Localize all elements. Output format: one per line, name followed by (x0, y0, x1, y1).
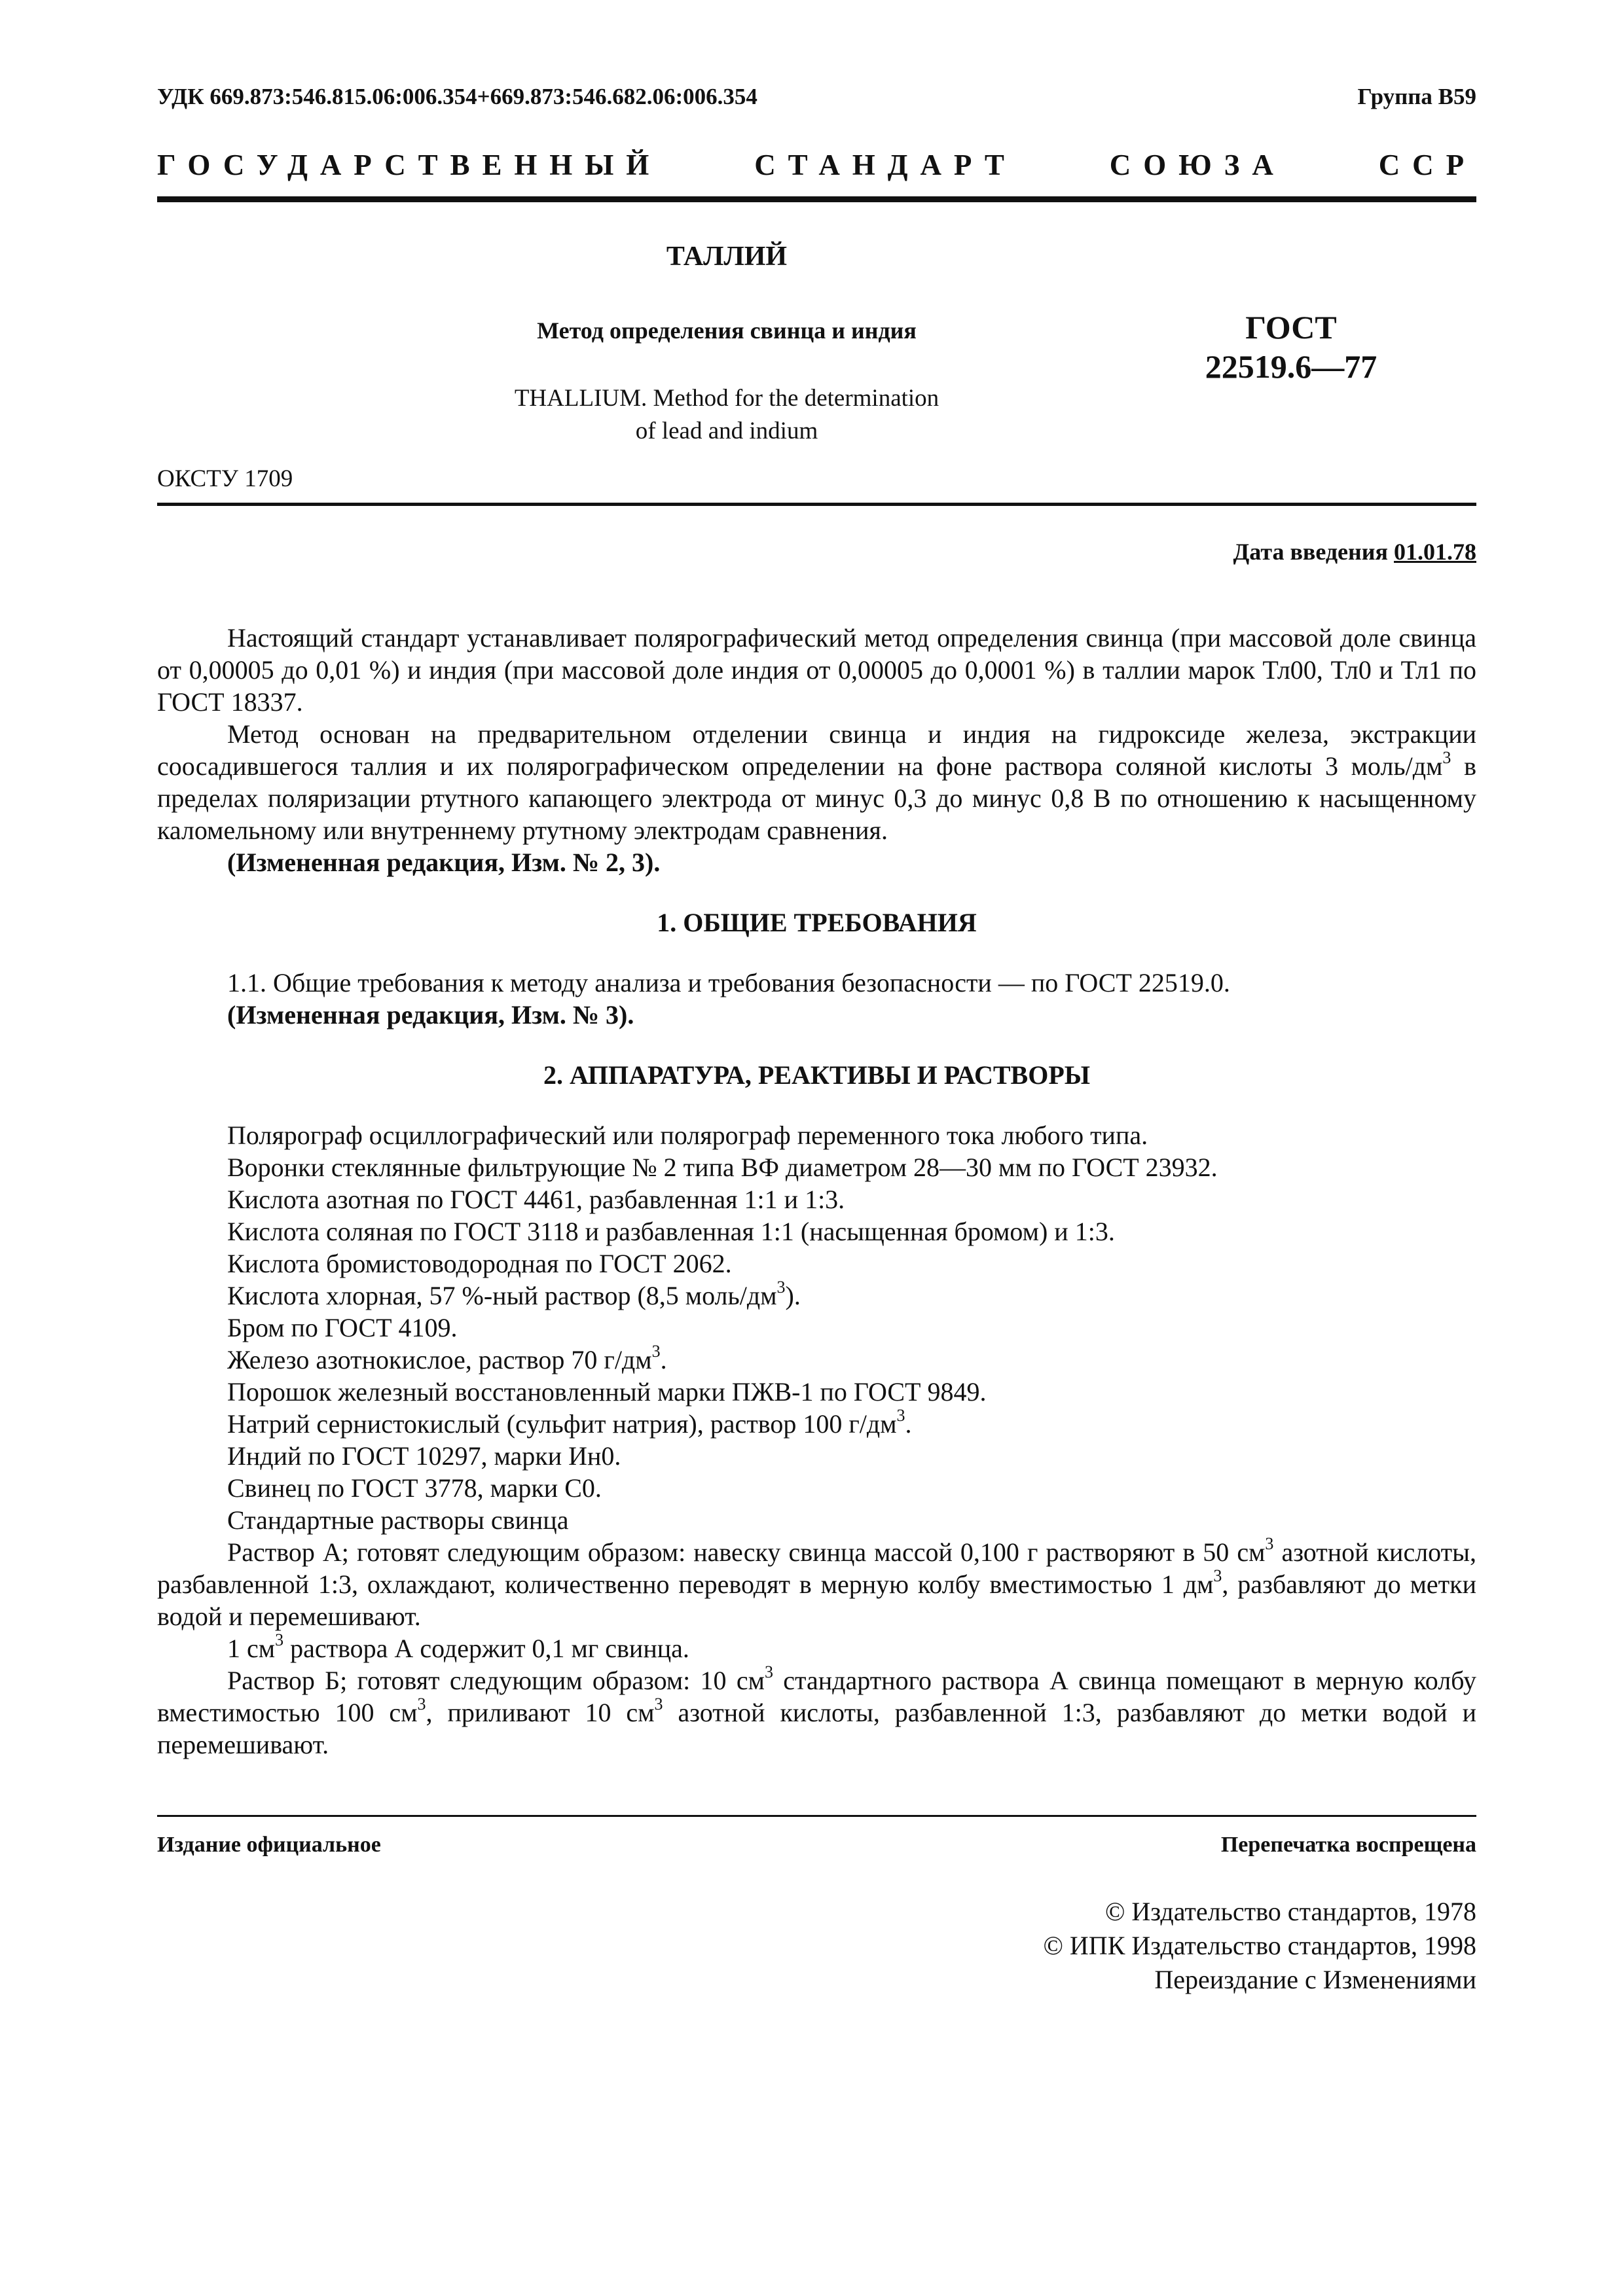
gost-designation (1193, 308, 1389, 386)
reissue-note: Переиздание с Изменениями (1154, 1965, 1476, 1994)
divider-mid (157, 503, 1476, 506)
clause-paragraph: 1.1. Общие требования к методу анализа и требования безопасности — по ГОСТ 22519.0. (227, 968, 1230, 997)
english-title-line: THALLIUM. Method for the determination (514, 385, 939, 412)
date-value: 01.01.78 (1394, 539, 1476, 565)
group-code: Группа В59 (1357, 84, 1476, 109)
title-block (157, 229, 1296, 448)
udk-code: УДК 669.873:546.815.06:006.354+669.873:546.682.06:006.354 (157, 84, 757, 109)
banner-word: ГОСУДАРСТВЕННЫЙ (157, 149, 662, 181)
state-standard-banner (157, 145, 1476, 185)
solution-paragraph: 1 $см^3$ раствора А содержит 0,1 мг свинца. (227, 1630, 689, 1663)
document-body (157, 622, 1476, 1761)
list-item: Кислота бромистоводородная по ГОСТ 2062. (227, 1249, 732, 1278)
banner-word: ССР (1378, 149, 1476, 181)
copyright-block (1044, 1895, 1476, 1997)
header-row (157, 84, 1476, 117)
intro-paragraph: Настоящий стандарт устанавливает полярографический метод определения свинца (при массовой доле свинца от 0,00005 до 0,01 %) и индия (при массовой доле индия от 0,00005 до 0,0001 %) в таллии марок Тл00, Тл0 и Тл1 по ГОСТ 18337. (157, 623, 1476, 717)
document-subtitle: Метод определения свинца и индия (537, 317, 917, 344)
list-item: Натрий сернистокислый (сульфит натрия), раствор 100 $г/дм^3$. (227, 1405, 912, 1439)
list-item: Порошок железный восстановленный марки ПЖВ-1 по ГОСТ 9849. (227, 1377, 987, 1407)
banner-word: СТАНДАРТ (754, 149, 1017, 181)
english-title (157, 382, 1296, 448)
gost-label: ГОСТ (1245, 309, 1337, 346)
list-item: Бром по ГОСТ 4109. (227, 1313, 458, 1342)
document-title: ТАЛЛИЙ (666, 242, 788, 272)
list-item: Полярограф осциллографический или полярограф переменного тока любого типа. (227, 1121, 1148, 1150)
list-item: Кислота азотная по ГОСТ 4461, разбавленная 1:1 и 1:3. (227, 1185, 845, 1214)
reprint-prohibited-note: Перепечатка воспрещена (1220, 1833, 1476, 1857)
section-heading: 2. АППАРАТУРА, РЕАКТИВЫ И РАСТВОРЫ (543, 1060, 1091, 1090)
copyright-line: © Издательство стандартов, 1978 (1104, 1897, 1476, 1926)
effective-date (1233, 538, 1477, 565)
section-heading: 1. ОБЩИЕ ТРЕБОВАНИЯ (657, 908, 977, 937)
solution-paragraph: Раствор А; готовят следующим образом: навеску свинца массой 0,100 г растворяют в 50 $см^3$ азотной кислоты, разбавленной 1:3, охлаждают, количественно переводят в мерную колбу вместимостью 1 $дм^3$, разбавляют до метки водой и перемешивают. (157, 1534, 1477, 1631)
gost-number: 22519.6—77 (1205, 348, 1377, 385)
list-item: Кислота соляная по ГОСТ 3118 и разбавленная 1:1 (насыщенная бромом) и 1:3. (227, 1217, 1115, 1246)
official-edition-note: Издание официальное (157, 1833, 381, 1857)
copyright-line: © ИПК Издательство стандартов, 1998 (1043, 1931, 1476, 1960)
amendment-note: (Измененная редакция, Изм. № 2, 3). (227, 848, 661, 877)
list-item: Кислота хлорная, 57 %-ный раствор (8,5 моль/$дм^3$). (227, 1277, 801, 1310)
divider-footer (157, 1815, 1476, 1817)
banner-word: СОЮЗА (1109, 149, 1286, 181)
date-label: Дата введения (1233, 539, 1388, 565)
document-page (157, 0, 1476, 2296)
list-item: Свинец по ГОСТ 3778, марки С0. (227, 1473, 602, 1503)
list-item: Железо азотнокислое, раствор 70 $г/дм^3$. (227, 1341, 667, 1374)
divider-thick (157, 196, 1476, 202)
solution-paragraph: Раствор Б; готовят следующим образом: 10 $см^3$ стандартного раствора А свинца помещают в мерную колбу вместимостью 100 $см^3$, приливают 10 $см^3$ азотной кислоты, разбавленной 1:3, разбавляют до метки водой и перемешивают. (157, 1662, 1477, 1759)
amendment-note: (Измененная редакция, Изм. № 3). (227, 1000, 634, 1030)
list-item: Индий по ГОСТ 10297, марки Ин0. (227, 1441, 621, 1471)
list-item: Воронки стеклянные фильтрующие № 2 типа ВФ диаметром 28—30 мм по ГОСТ 23932. (227, 1153, 1218, 1182)
english-title-line: of lead and indium (635, 418, 818, 444)
intro-paragraph: Метод основан на предварительном отделении свинца и индия на гидроксиде железа, экстракции соосадившегося таллия и их полярографическом определении на фоне раствора соляной кислоты 3 моль/$дм^3$ в пределах поляризации ртутного капающего электрода от минус 0,3 до минус 0,8 В по отношению к насыщенному каломельному или внутреннему ртутному электродам сравнения. (157, 719, 1476, 845)
list-item: Стандартные растворы свинца (227, 1505, 569, 1535)
okstu-code: ОКСТУ 1709 (157, 465, 293, 492)
